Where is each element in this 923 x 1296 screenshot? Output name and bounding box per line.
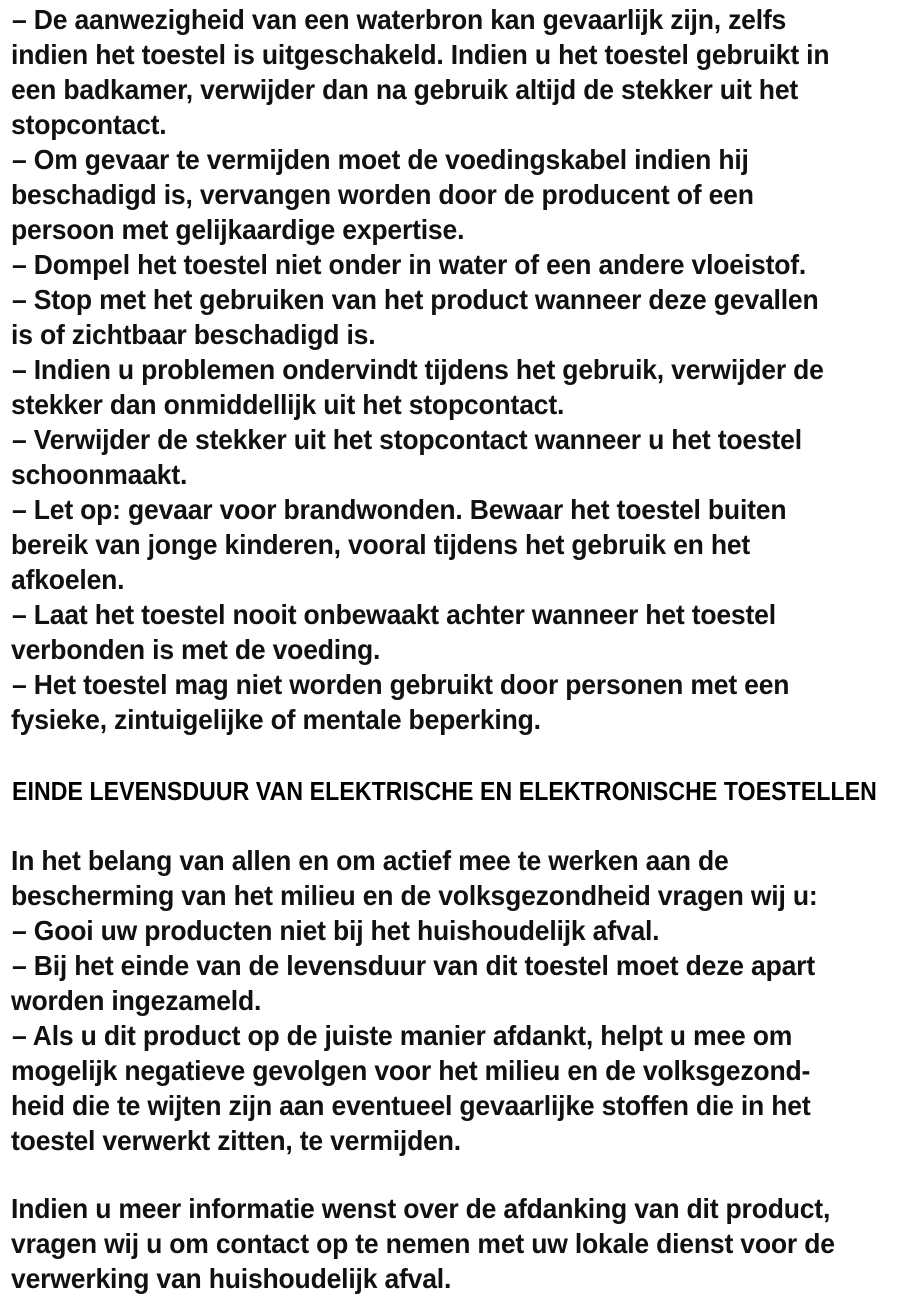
safety-instructions-block — [12, 2, 912, 737]
safety-line: – Dompel het toestel niet onder in water of een andere vloeistof. — [12, 249, 807, 280]
disposal-line: bescherming van het milieu en de volksgezondheid vragen wij u: — [11, 880, 818, 911]
disposal-line: – Gooi uw producten niet bij het huishoudelijk afval. — [12, 915, 660, 946]
disposal-line: heid die te wijten zijn aan eventueel gevaarlijke stoffen die in het — [11, 1090, 811, 1121]
contact-line: verwerking van huishoudelijk afval. — [11, 1263, 452, 1294]
section-spacer — [12, 737, 912, 777]
safety-line: indien het toestel is uitgeschakeld. Indien u het toestel gebruikt in — [11, 39, 830, 70]
disposal-line: toestel verwerkt zitten, te vermijden. — [11, 1125, 461, 1156]
contact-info-block — [12, 1191, 912, 1296]
safety-line: fysieke, zintuigelijke of mentale beperking. — [11, 704, 541, 735]
safety-line: stekker dan onmiddellijk uit het stopcontact. — [11, 389, 565, 420]
safety-line: is of zichtbaar beschadigd is. — [11, 319, 376, 350]
safety-line: – Let op: gevaar voor brandwonden. Bewaar het toestel buiten — [12, 494, 787, 525]
safety-line: schoonmaakt. — [11, 459, 188, 490]
safety-line: persoon met gelijkaardige expertise. — [11, 214, 465, 245]
paragraph-spacer — [12, 1158, 912, 1191]
disposal-line: mogelijk negatieve gevolgen voor het milieu en de volksgezond- — [11, 1055, 811, 1086]
safety-line: beschadigd is, vervangen worden door de producent of een — [11, 179, 754, 210]
safety-line: – Het toestel mag niet worden gebruikt door personen met een — [12, 669, 790, 700]
safety-line: – De aanwezigheid van een waterbron kan gevaarlijk zijn, zelfs — [12, 4, 787, 35]
contact-line: Indien u meer informatie wenst over de afdanking van dit product, — [11, 1193, 831, 1224]
safety-line: – Laat het toestel nooit onbewaakt achter wanneer het toestel — [12, 599, 776, 630]
disposal-section-heading: EINDE LEVENSDUUR VAN ELEKTRISCHE EN ELEKTRONISCHE TOESTELLEN — [12, 778, 877, 806]
safety-line: verbonden is met de voeding. — [11, 634, 381, 665]
contact-line: vragen wij u om contact op te nemen met uw lokale dienst voor de — [11, 1228, 835, 1259]
disposal-instructions-block — [12, 843, 912, 1158]
safety-line: bereik van jonge kinderen, vooral tijdens het gebruik en het — [11, 529, 751, 560]
safety-line: een badkamer, verwijder dan na gebruik altijd de stekker uit het — [11, 74, 799, 105]
safety-line: – Stop met het gebruiken van het product wanneer deze gevallen — [12, 284, 819, 315]
safety-line: afkoelen. — [11, 564, 125, 595]
safety-line: – Indien u problemen ondervindt tijdens het gebruik, verwijder de — [12, 354, 824, 385]
disposal-line: In het belang van allen en om actief mee te werken aan de — [11, 845, 729, 876]
safety-line: – Om gevaar te vermijden moet de voedingskabel indien hij — [12, 144, 749, 175]
disposal-line: – Als u dit product op de juiste manier afdankt, helpt u mee om — [12, 1020, 793, 1051]
section-spacer — [12, 807, 912, 843]
safety-line: – Verwijder de stekker uit het stopcontact wanneer u het toestel — [12, 424, 802, 455]
safety-line: stopcontact. — [11, 109, 167, 140]
disposal-line: – Bij het einde van de levensduur van dit toestel moet deze apart — [12, 950, 815, 981]
disposal-line: worden ingezameld. — [11, 985, 262, 1016]
document-content — [12, 2, 912, 1296]
